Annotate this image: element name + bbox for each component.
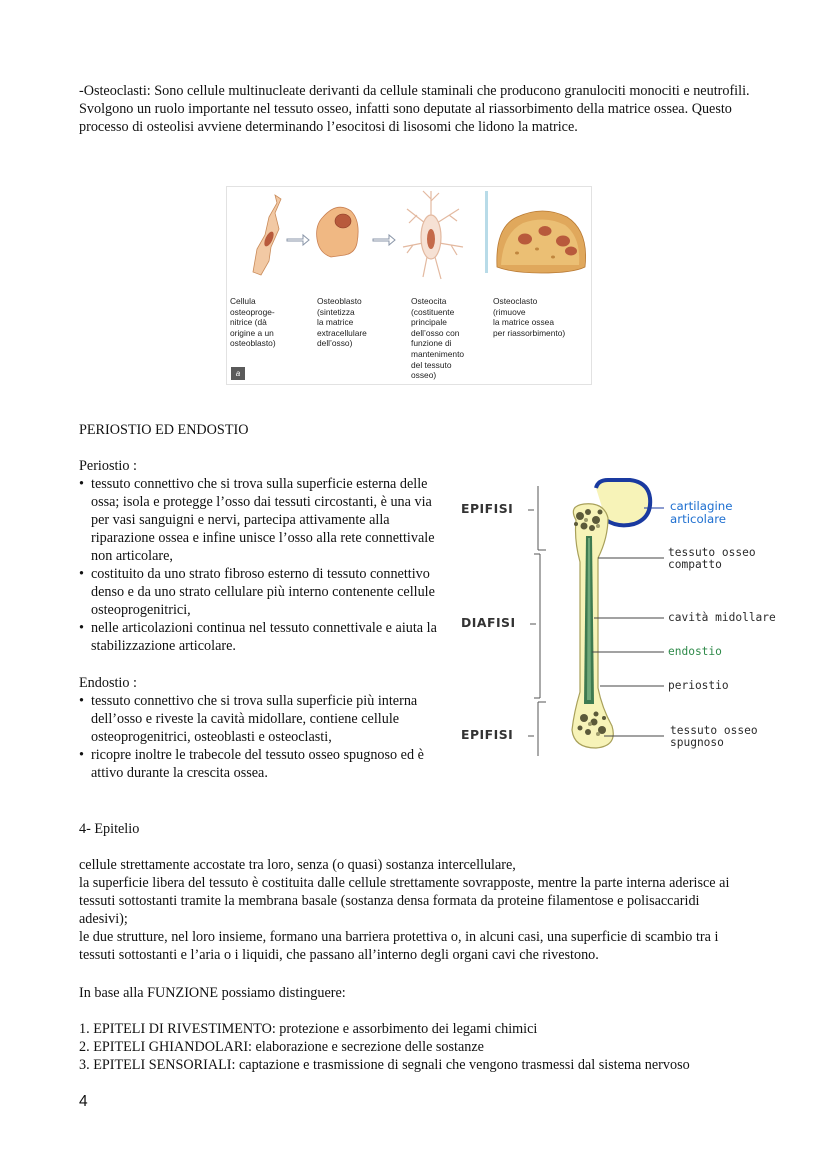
endostio-list — [79, 692, 451, 782]
caption-osteoclast: Osteoclasto (rimuove la matrice ossea per riassorbimento) — [493, 296, 566, 338]
list-item: • tessuto connettivo che si trova sulla superficie più interna dell’osso e riveste la cavità midollare, contiene cellule osteoprogenitrici, osteoblasti e osteoclasti, — [79, 692, 451, 746]
bone-label-endostio: endostio — [668, 645, 722, 658]
bone-label-spugnoso: tessuto osseo spugnoso — [670, 724, 758, 749]
caption-osteoprogenitor: Cellula osteoproge- nitrice (dà origine a un osteoblasto) — [230, 296, 276, 349]
bone-label-epifisi-bottom: EPIFISI — [461, 727, 514, 742]
periostio-list — [79, 475, 451, 655]
list-item: • costituito da uno strato fibroso esterno di tessuto connettivo denso e da uno strato cellulare più interno contenente cellule osteoprogenitrici, — [79, 565, 451, 619]
epitelio-item-3: 3. EPITELI SENSORIALI: captazione e trasmissione di segnali che vengono trasmessi dal sistema nervoso — [79, 1057, 690, 1073]
list-item: • ricopre inoltre le trabecole del tessuto osseo spugnoso ed è attivo durante la crescita ossea. — [79, 746, 451, 782]
panel-letter-badge: a — [231, 367, 245, 380]
osteoprogenitor-cell-drawing — [253, 195, 281, 275]
caption-osteocyte: Osteocita (costituente principale dell’osso con funzione di mantenimento del tessuto osseo) — [411, 296, 465, 381]
list-item: • nelle articolazioni continua nel tessuto connettivale e aiuta la stabilizzazione articolare. — [79, 619, 451, 655]
bone-label-cartilagine: cartilagine articolare — [670, 499, 733, 526]
bone-label-periostio: periostio — [668, 679, 729, 692]
epitelio-item-1: 1. EPITELI DI RIVESTIMENTO: protezione e assorbimento dei legami chimici — [79, 1021, 538, 1037]
osteocyte-drawing — [403, 191, 463, 279]
epitelio-item-2: 2. EPITELI GHIANDOLARI: elaborazione e secrezione delle sostanze — [79, 1039, 484, 1055]
bone-label-diafisi: DIAFISI — [461, 615, 516, 630]
caption-osteoblast: Osteoblasto (sintetizza la matrice extracellulare dell’osso) — [317, 296, 367, 349]
epitelio-intro: In base alla FUNZIONE possiamo distinguere: — [79, 985, 346, 1001]
bone-label-epifisi-top: EPIFISI — [461, 501, 514, 516]
periostio-heading: Periostio : — [79, 458, 137, 474]
list-item: • tessuto connettivo che si trova sulla superficie esterna delle ossa; isola e protegge l’osso dai tessuti circostanti, è una via per vasi sanguigni e nervi, partecipa attivamente alla riparazione ossea e infine unisce l’osso alla rete connettivale non articolare, — [79, 475, 451, 565]
bone-label-compatto: tessuto osseo compatto — [668, 546, 756, 571]
page-number: 4 — [79, 1093, 88, 1110]
epitelio-section-title: 4- Epitelio — [79, 821, 140, 837]
epitelio-paragraph: cellule strettamente accostate tra loro, senza (o quasi) sostanza intercellulare, la superficie libera del tessuto è costituita dalle cellule strettamente sovrapposte, mentre la parte interna aderisce ai tessuti sottostanti tramite la membrana basale (sostanza densa formata da proteine filamentose e polisaccaridi adesivi); le due strutture, nel loro insieme, formano una barriera protettiva o, in alcuni casi, una superficie di scambio tra i tessuti sottostanti e l’aria o i liquidi, che passano all’interno degli organi cavi che rivestono. — [79, 857, 730, 963]
endostio-heading: Endostio : — [79, 675, 137, 691]
osteoclast-drawing — [497, 211, 586, 273]
bone-cells-illustration — [227, 187, 591, 384]
bone-label-midollare: cavità midollare — [668, 611, 776, 624]
periostio-section-title: PERIOSTIO ED ENDOSTIO — [79, 422, 249, 438]
osteoclasti-paragraph: -Osteoclasti: Sono cellule multinucleate derivanti da cellule staminali che producono granulociti monociti e neutrofili. Svolgono un ruolo importante nel tessuto osseo, infatti sono deputate al riassorbimento della matrice ossea. Questo processo di osteolisi avviene determinando l’esocitosi di lisosomi che lidono la matrice. — [79, 83, 750, 135]
long-bone-figure — [448, 478, 780, 760]
osteoblast-drawing — [317, 207, 359, 257]
bone-cells-figure — [226, 186, 592, 385]
